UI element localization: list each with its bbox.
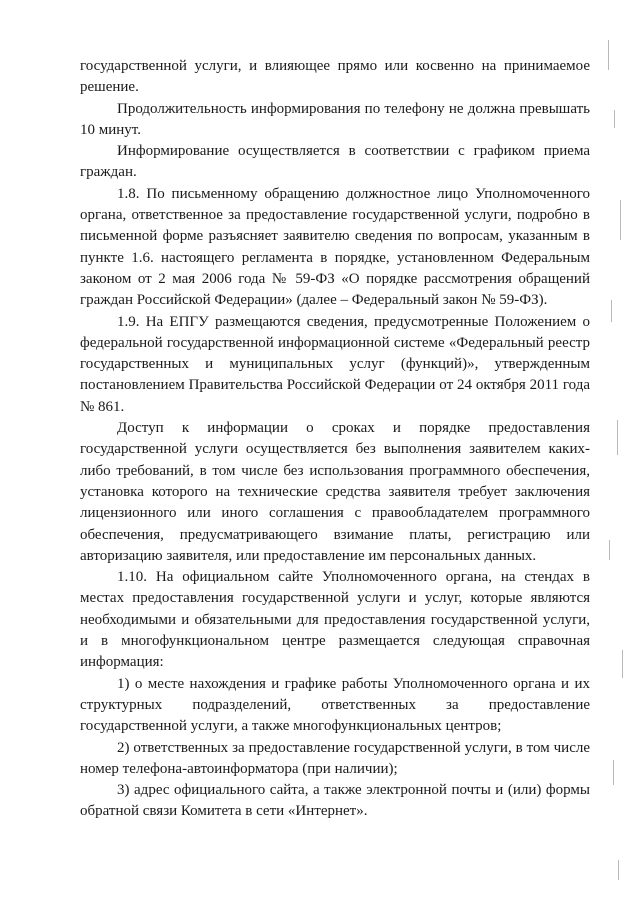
list-item-1: 1) о месте нахождения и графике работы Уполномоченного органа и их структурных подразделений, ответственных за предоставление государственной услуги, а также многофункциональных центров; — [80, 675, 590, 735]
document-body — [80, 56, 590, 823]
paragraph-1-9: 1.9. На ЕПГУ размещаются сведения, предусмотренные Положением о федеральной государственной информационной системе «Федеральный реестр государственных и муниципальных услуг (функций)», утвержденным постановлением Правительства Российской Федерации от 24 октября 2011 года № 861. — [80, 313, 590, 415]
list-item-3: 3) адрес официального сайта, а также электронной почты и (или) формы обратной связи Комитета в сети «Интернет». — [80, 782, 590, 820]
list-item-2: 2) ответственных за предоставление государственной услуги, в том числе номер телефона-автоинформатора (при наличии); — [80, 739, 590, 777]
paragraph-continuation: государственной услуги, и влияющее прямо или косвенно на принимаемое решение. — [80, 58, 590, 96]
paragraph-1-8: 1.8. По письменному обращению должностное лицо Уполномоченного органа, ответственное за предоставление государственной услуги, подробно в письменной форме разъясняет заявителю сведения по вопросам, указанным в пункте 1.6. настоящего регламента в порядке, установленном Федеральным законом от 2 мая 2006 года № 59-ФЗ «О порядке рассмотрения обращений граждан Российской Федерации» (далее – Федеральный закон № 59-ФЗ). — [80, 185, 590, 309]
paragraph-phone-duration: Продолжительность информирования по телефону не должна превышать 10 минут. — [80, 100, 590, 138]
paragraph-reception-schedule: Информирование осуществляется в соответствии с графиком приема граждан. — [80, 143, 590, 181]
paragraph-1-10: 1.10. На официальном сайте Уполномоченного органа, на стендах в местах предоставления государственной услуги и услуг, которые являются необходимыми и обязательными для предоставления государственной услуги, и в многофункциональном центре размещается следующая справочная информация: — [80, 569, 590, 671]
scan-edge-artifact — [606, 0, 636, 905]
paragraph-access-info: Доступ к информации о сроках и порядке предоставления государственной услуги осуществляется без выполнения заявителем каких-либо требований, в том числе без использования программного обеспечения, установка которого на технические средства заявителя требует заключения лицензионного или иного соглашения с правообладателем программного обеспечения, предусматривающего взимание платы, регистрацию или авторизацию заявителя, или предоставление им персональных данных. — [80, 420, 590, 564]
